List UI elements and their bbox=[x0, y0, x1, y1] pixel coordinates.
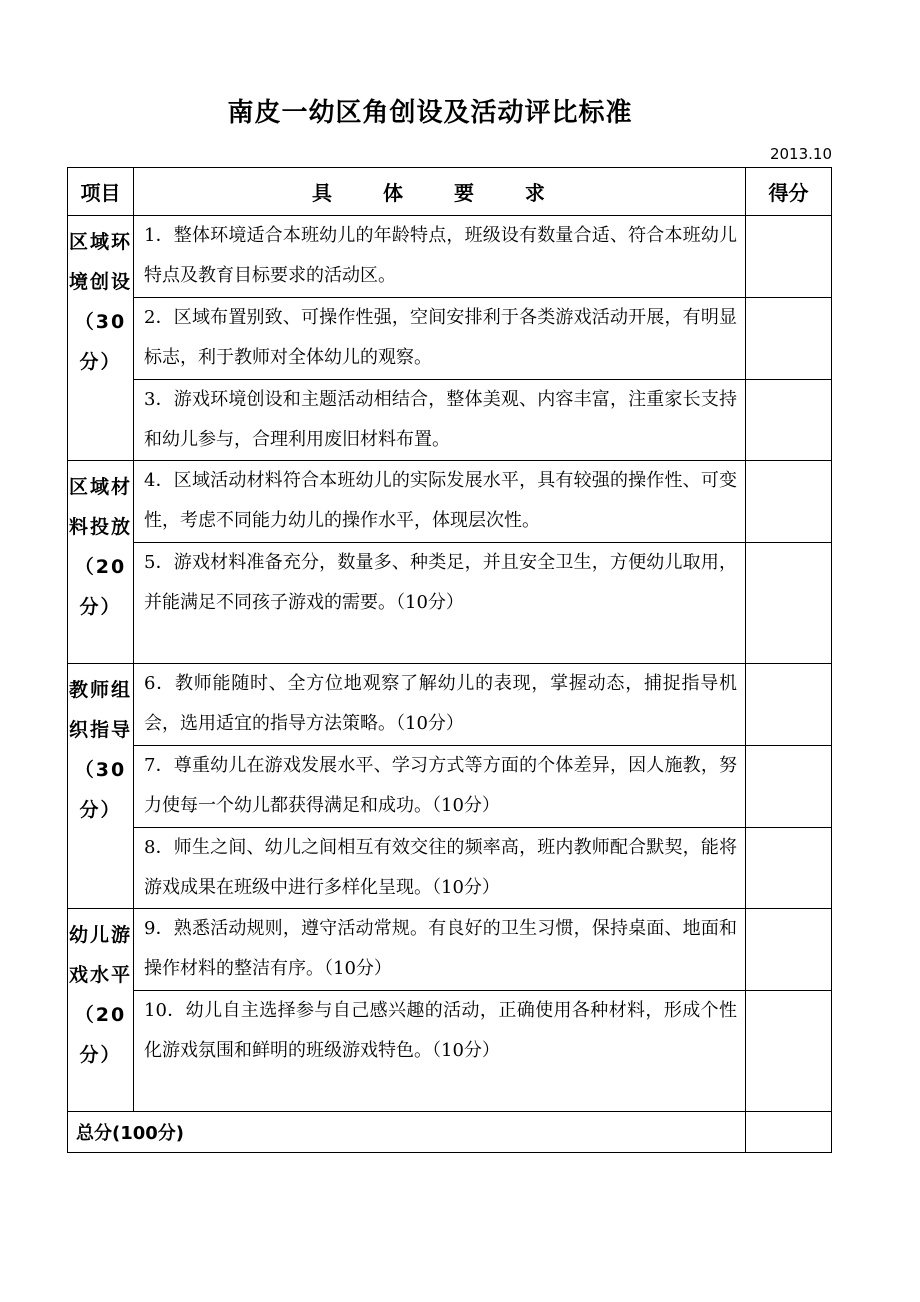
score-cell[interactable] bbox=[746, 216, 832, 298]
category-cell: 区域材料投放（20分） bbox=[68, 461, 134, 664]
requirement-cell: 3．游戏环境创设和主题活动相结合，整体美观、内容丰富，注重家长支持和幼儿参与，合理利用废旧材料布置。 bbox=[134, 380, 746, 461]
requirement-cell: 2．区域布置别致、可操作性强，空间安排利于各类游戏活动开展，有明显标志，利于教师对全体幼儿的观察。 bbox=[134, 298, 746, 380]
requirement-cell: 1．整体环境适合本班幼儿的年龄特点，班级设有数量合适、符合本班幼儿特点及教育目标要求的活动区。 bbox=[134, 216, 746, 298]
score-cell[interactable] bbox=[746, 380, 832, 461]
category-cell: 区域环境创设（30分） bbox=[68, 216, 134, 461]
requirement-cell: 4．区域活动材料符合本班幼儿的实际发展水平，具有较强的操作性、可变性，考虑不同能力幼儿的操作水平，体现层次性。 bbox=[134, 461, 746, 543]
table-row bbox=[68, 461, 832, 543]
score-cell[interactable] bbox=[746, 298, 832, 380]
score-cell[interactable] bbox=[746, 909, 832, 991]
total-row bbox=[68, 1112, 832, 1153]
table-row bbox=[68, 909, 832, 991]
table-row bbox=[68, 746, 832, 828]
table-row bbox=[68, 828, 832, 909]
table-row bbox=[68, 664, 832, 746]
score-cell[interactable] bbox=[746, 543, 832, 664]
score-cell[interactable] bbox=[746, 664, 832, 746]
category-cell: 幼儿游戏水平（20分） bbox=[68, 909, 134, 1112]
header-item: 项目 bbox=[68, 168, 134, 216]
score-cell[interactable] bbox=[746, 461, 832, 543]
table-row bbox=[68, 543, 832, 664]
requirement-cell: 10．幼儿自主选择参与自己感兴趣的活动，正确使用各种材料，形成个性化游戏氛围和鲜明的班级游戏特色。（10分） bbox=[134, 991, 746, 1112]
requirement-cell: 5．游戏材料准备充分，数量多、种类足，并且安全卫生，方便幼儿取用，并能满足不同孩子游戏的需要。（10分） bbox=[134, 543, 746, 664]
total-label: 总分(100分) bbox=[68, 1112, 746, 1153]
total-score-cell[interactable] bbox=[746, 1112, 832, 1153]
header-requirements: 具 体 要 求 bbox=[134, 168, 746, 216]
requirement-cell: 8．师生之间、幼儿之间相互有效交往的频率高，班内教师配合默契，能将游戏成果在班级中进行多样化呈现。（10分） bbox=[134, 828, 746, 909]
score-cell[interactable] bbox=[746, 828, 832, 909]
page-title: 南皮一幼区角创设及活动评比标准 bbox=[227, 98, 633, 128]
score-cell[interactable] bbox=[746, 746, 832, 828]
table-row bbox=[68, 298, 832, 380]
header-score: 得分 bbox=[746, 168, 832, 216]
table-row bbox=[68, 991, 832, 1112]
requirement-cell: 9．熟悉活动规则，遵守活动常规。有良好的卫生习惯，保持桌面、地面和操作材料的整洁有序。（10分） bbox=[134, 909, 746, 991]
table-row bbox=[68, 216, 832, 298]
document-date: 2013.10 bbox=[769, 145, 832, 163]
requirement-cell: 7．尊重幼儿在游戏发展水平、学习方式等方面的个体差异，因人施教，努力使每一个幼儿都获得满足和成功。（10分） bbox=[134, 746, 746, 828]
score-cell[interactable] bbox=[746, 991, 832, 1112]
table-header-row bbox=[68, 168, 832, 216]
category-cell: 教师组织指导（30分） bbox=[68, 664, 134, 909]
evaluation-table bbox=[67, 167, 832, 1153]
table-row bbox=[68, 380, 832, 461]
requirement-cell: 6．教师能随时、全方位地观察了解幼儿的表现，掌握动态，捕捉指导机会，选用适宜的指导方法策略。（10分） bbox=[134, 664, 746, 746]
